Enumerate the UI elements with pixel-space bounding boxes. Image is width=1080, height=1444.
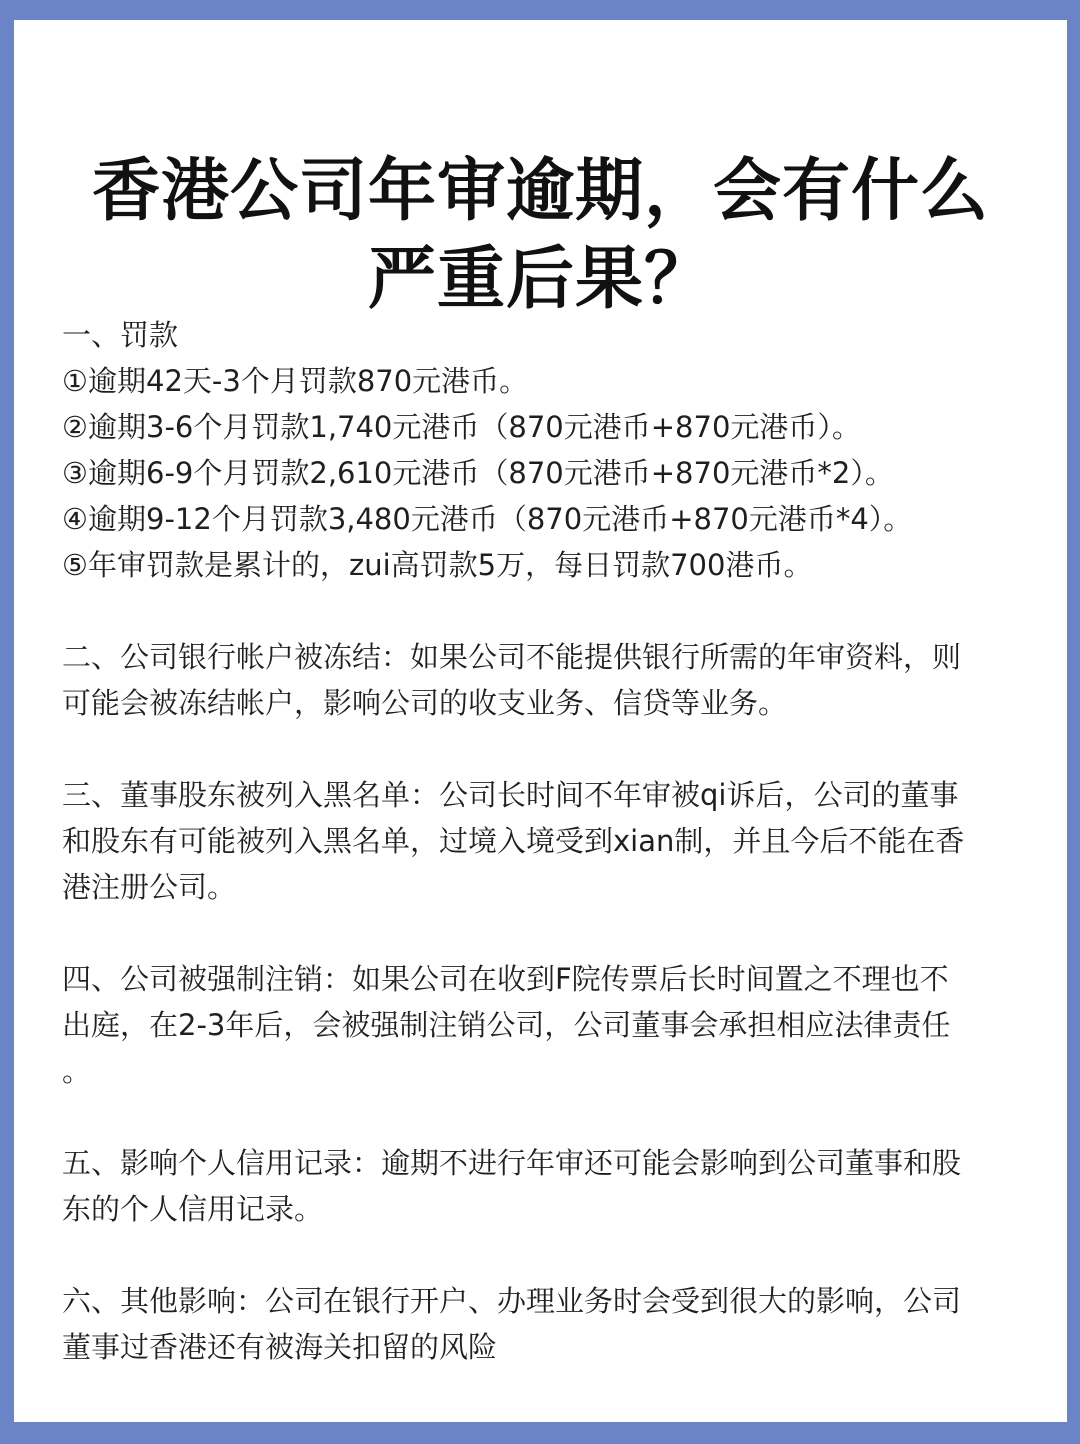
fine-item: ②逾期3-6个月罚款1,740元港币（870元港币+870元港币）。 <box>62 410 861 444</box>
fine-item: ④逾期9-12个月罚款3,480元港币（870元港币+870元港币*4）。 <box>62 502 913 536</box>
fine-item: ③逾期6-9个月罚款2,610元港币（870元港币+870元港币*2）。 <box>62 456 894 490</box>
credit-record-line-1: 五、影响个人信用记录：逾期不进行年审还可能会影响到公司董事和股 <box>62 1146 962 1180</box>
bank-freeze-line-1: 二、公司银行帐户被冻结：如果公司不能提供银行所需的年审资料，则 <box>62 640 962 674</box>
section-gap <box>62 1232 1032 1278</box>
section-gap <box>62 910 1032 956</box>
forced-deregistration-line-3: 。 <box>62 1054 92 1088</box>
other-impact-line-2: 董事过香港还有被海关扣留的风险 <box>62 1330 498 1364</box>
section-gap <box>62 1094 1032 1140</box>
section-gap <box>62 588 1032 634</box>
forced-deregistration-line-1: 四、公司被强制注销：如果公司在收到F院传票后长时间置之不理也不 <box>62 962 949 996</box>
page-title <box>14 148 1067 324</box>
blacklist-line-2: 和股东有可能被列入黑名单，过境入境受到xian制，并且今后不能在香 <box>62 824 965 858</box>
section-gap <box>62 726 1032 772</box>
bank-freeze-line-2: 可能会被冻结帐户，影响公司的收支业务、信贷等业务。 <box>62 686 788 720</box>
fine-item: ⑤年审罚款是累计的，zui高罚款5万，每日罚款700港币。 <box>62 548 813 582</box>
page-title-line-1: 香港公司年审逾期，会有什么 <box>91 152 989 231</box>
other-impact-line-1: 六、其他影响：公司在银行开户、办理业务时会受到很大的影响，公司 <box>62 1284 962 1318</box>
forced-deregistration-line-2: 出庭，在2-3年后，会被强制注销公司，公司董事会承担相应法律责任 <box>62 1008 951 1042</box>
content-card <box>14 20 1067 1422</box>
page-title-line-2: 严重后果？ <box>367 240 713 319</box>
credit-record-line-2: 东的个人信用记录。 <box>62 1192 324 1226</box>
fines-heading: 一、罚款 <box>62 318 179 352</box>
blacklist-line-3: 港注册公司。 <box>62 870 237 904</box>
fine-item: ①逾期42天-3个月罚款870元港币。 <box>62 364 529 398</box>
blacklist-line-1: 三、董事股东被列入黑名单：公司长时间不年审被qi诉后，公司的董事 <box>62 778 959 812</box>
article-body <box>62 312 1032 1370</box>
